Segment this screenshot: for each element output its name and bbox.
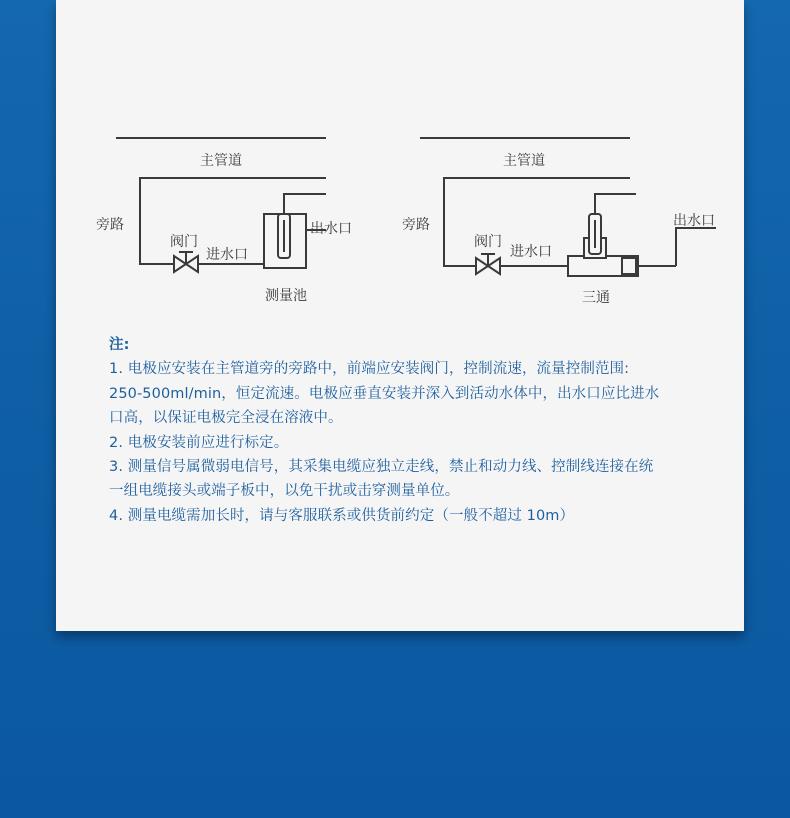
right-outlet-label: 出水口: [673, 213, 715, 229]
notes-title: 注:: [109, 337, 130, 353]
right-main-pipe-label: 主管道: [503, 153, 545, 169]
left-inlet-label: 进水口: [206, 247, 248, 263]
note-line: 4. 测量电缆需加长时，请与客服联系或供货前约定（一般不超过 10m）: [109, 507, 575, 524]
left-main-pipe-label: 主管道: [200, 153, 242, 169]
note-line: 2. 电极安装前应进行标定。: [109, 434, 289, 451]
left-bypass-label: 旁路: [96, 217, 124, 233]
note-line: 一组电缆接头或端子板中，以免干扰或击穿测量单位。: [109, 483, 460, 500]
right-electrode: [589, 194, 636, 254]
right-valve: [476, 254, 500, 274]
measuring-tank-label: 测量池: [265, 288, 307, 304]
right-bypass-label: 旁路: [402, 217, 430, 233]
right-valve-label: 阀门: [474, 234, 502, 250]
diagrams-svg: [56, 0, 744, 320]
tee-fitting: [568, 238, 638, 276]
note-line: 3. 测量信号属微弱电信号，其采集电缆应独立走线，禁止和动力线、控制线连接在统: [109, 459, 654, 476]
content-card: [56, 0, 744, 631]
tee-fitting-label: 三通: [582, 290, 610, 306]
installation-notes: [109, 333, 729, 528]
installation-diagrams: [56, 0, 744, 320]
note-line: 250-500ml/min，恒定流速。电极应垂直安装并深入到活动水体中，出水口应比进水: [109, 385, 660, 402]
right-diagram: [420, 138, 716, 276]
left-outlet-label: 出水口: [310, 221, 352, 237]
right-outlet-pipe: [676, 228, 716, 266]
note-line: 口高，以保证电极完全浸在溶液中。: [109, 410, 343, 427]
left-valve-label: 阀门: [170, 234, 198, 250]
left-valve: [174, 252, 198, 272]
right-inlet-label: 进水口: [510, 244, 552, 260]
note-line: 1. 电极应安装在主管道旁的旁路中，前端应安装阀门，控制流速，流量控制范围:: [109, 361, 630, 378]
